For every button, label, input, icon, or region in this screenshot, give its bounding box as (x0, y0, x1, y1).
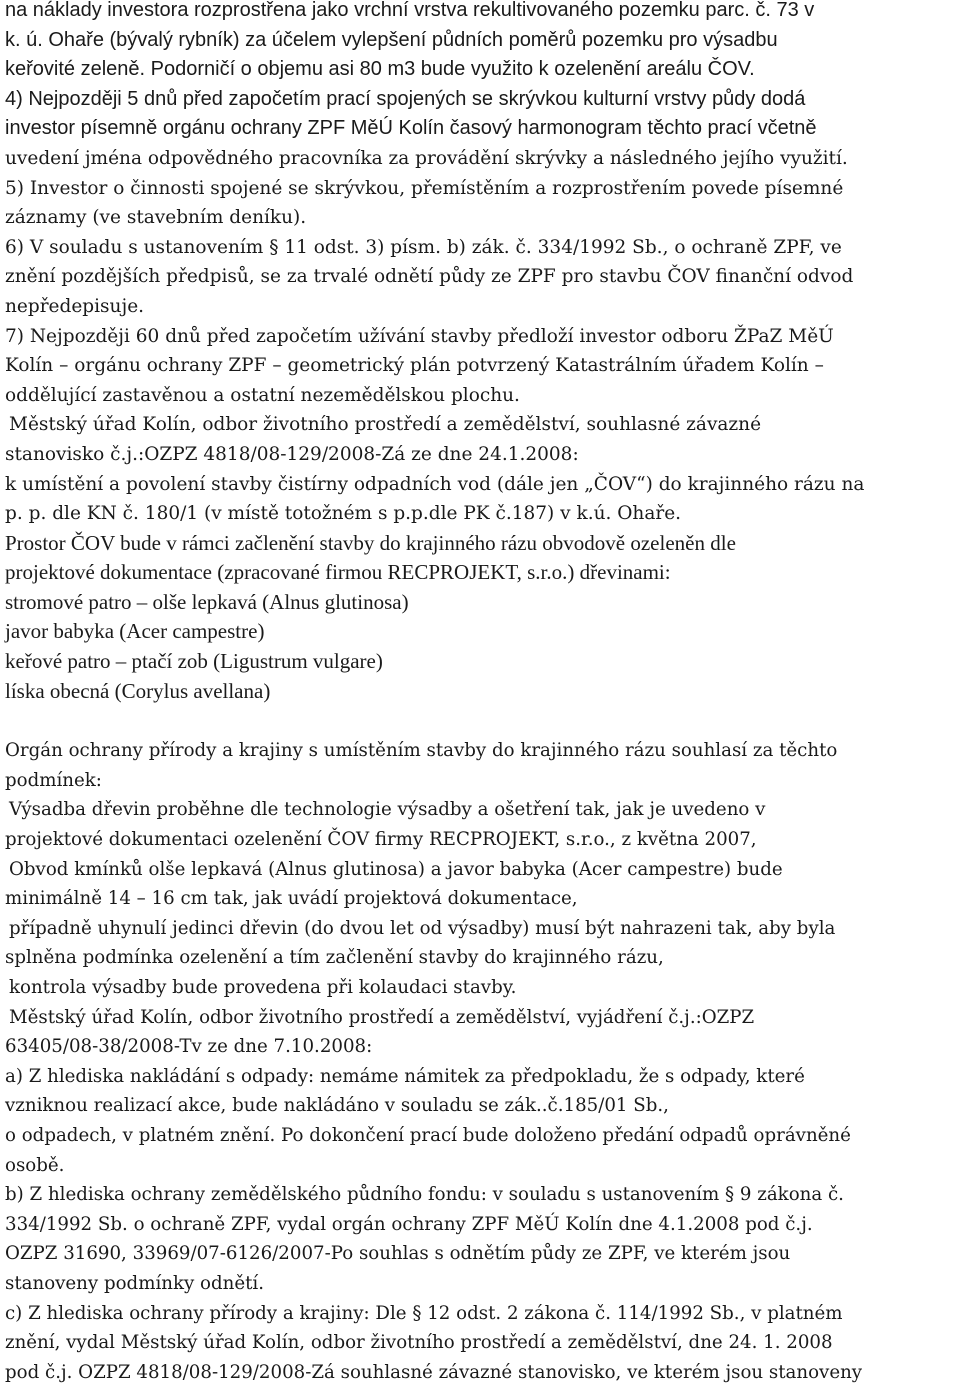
text-line: oddělující zastavěnou a ostatní nezemědělskou plochu. (5, 384, 520, 406)
text-segment: kontrola výsadby bude provedena při kolaudaci stavby. (9, 977, 517, 998)
text-line: Prostor ČOV bude v rámci začlenění stavby do krajinného rázu obvodově ozeleněn dle (5, 530, 736, 555)
text-line: c) Z hlediska ochrany přírody a krajiny: Dle § 12 odst. 2 zákona č. 114/1992 Sb., v platném (5, 1302, 843, 1324)
text-line: podmínek: (5, 769, 102, 791)
text-line: stanovisko č.j.:OZPZ 4818/08-129/2008-Zá ze dne 24.1.2008: (5, 443, 579, 465)
text-line: a) Z hlediska nakládání s odpady: nemáme námitek za předpokladu, že s odpady, které (5, 1065, 805, 1087)
text-line: uvedení jména odpovědného pracovníka za provádění skrývky a následného jejího využití. (5, 147, 848, 169)
text-line: znění pozdějších předpisů, se za trvalé odnětí půdy ze ZPF pro stavbu ČOV finanční odvod (5, 266, 854, 288)
text-line: projektové dokumentaci ozelenění ČOV firmy RECPROJEKT, s.r.o., z května 2007, (5, 829, 757, 851)
text-line: Kolín – orgánu ochrany ZPF – geometrický plán potvrzený Katastrálním úřadem Kolín – (5, 355, 824, 377)
text-segment: Obvod kmínků olše lepkavá (Alnus glutinosa) a javor babyka (Acer campestre) bude (9, 858, 783, 880)
text-line: stromové patro – olše lepkavá (Alnus glutinosa) (5, 589, 409, 614)
text-line: znění, vydal Městský úřad Kolín, odbor životního prostředí a zemědělství, dne 24. 1. 2008 (5, 1332, 833, 1354)
text-line: k umístění a povolení stavby čistírny odpadních vod (dále jen „ČOV“) do krajinného rázu na (5, 473, 865, 495)
text-line (5, 795, 955, 825)
text-line: na náklady investora rozprostřena jako vrchní vrstva rekultivovaného pozemku parc. č. 73 v (5, 0, 815, 21)
text-line (5, 233, 955, 263)
text-line (5, 973, 955, 1003)
text-segment: Městský úřad Kolín, odbor životního prostředí a zemědělství, vyjádření č.j.:OZPZ (9, 1006, 755, 1028)
text-line: p. p. dle KN č. 180/1 (v místě totožném s p.p.dle PK č.187) v k.ú. Ohaře. (5, 503, 682, 525)
text-line: osobě. (5, 1154, 65, 1176)
text-line (5, 1003, 955, 1033)
text-line: k. ú. Ohaře (bývalý rybník) za účelem vylepšení půdních poměrů pozemku pro výsadbu (5, 28, 778, 51)
text-line (5, 914, 955, 944)
text-line (5, 855, 955, 885)
paragraph-gap (5, 706, 955, 736)
text-line: pod č.j. OZPZ 4818/08-129/2008-Zá souhlasné závazné stanovisko, ve kterém jsou stanoveny (5, 1361, 863, 1383)
text-line: o odpadech, v platném znění. Po dokončení prací bude doloženo předání odpadů oprávněné (5, 1124, 851, 1146)
text-line: projektové dokumentace (zpracované firmou RECPROJEKT, s.r.o.) dřevinami: (5, 560, 671, 585)
text-line (5, 410, 955, 440)
text-line: Orgán ochrany přírody a krajiny s umístěním stavby do krajinného rázu souhlasí za těchto (5, 740, 838, 762)
text-line: 334/1992 Sb. o ochraně ZPF, vydal orgán ochrany ZPF MěÚ Kolín dne 4.1.2008 pod č.j. (5, 1213, 813, 1235)
text-line: záznamy (ve stavebním deníku). (5, 207, 307, 229)
text-segment: , o ochraně ZPF, ve (662, 236, 842, 258)
text-line: 4) Nejpozději 5 dnů před započetím prací spojených se skrývkou kulturní vrstvy půdy dodá (5, 87, 806, 110)
text-line: investor písemně orgánu ochrany ZPF MěÚ Kolín časový harmonogram těchto prací včetně (5, 117, 817, 140)
text-line: 63405/08-38/2008-Tv ze dne 7.10.2008: (5, 1036, 373, 1058)
text-line: líska obecná (Corylus avellana) (5, 678, 271, 703)
text-line: 7) Nejpozději 60 dnů před započetím užívání stavby předloží investor odboru ŽPaZ MěÚ (5, 325, 834, 347)
text-line: keřové patro – ptačí zob (Ligustrum vulgare) (5, 649, 383, 674)
text-line: b) Z hlediska ochrany zemědělského půdního fondu: v souladu s ustanovením § 9 zákona č. (5, 1184, 844, 1206)
document-page (5, 0, 955, 1387)
text-segment: 6) V souladu s ustanovením § 11 odst. 3) písm. b) zák. č. 334/1992 Sb. (5, 236, 663, 258)
text-line: splněna podmínka ozelenění a tím začlenění stavby do krajinného rázu, (5, 947, 664, 969)
text-segment: Výsadba dřevin proběhne dle technologie výsadby a ošetření tak, jak je uvedeno v (9, 799, 766, 821)
text-line: nepředepisuje. (5, 295, 145, 317)
text-line: keřovité zeleně. Podorničí o objemu asi 80 m3 bude využito k ozelenění areálu ČOV. (5, 58, 755, 81)
text-segment: Městský úřad Kolín, odbor životního prostředí a zemědělství, souhlasné závazné (9, 414, 762, 436)
text-segment: případně uhynulí jedinci dřevin (do dvou let od výsadby) musí být nahrazeni tak, aby byla (9, 917, 836, 939)
text-line: stanoveny podmínky odnětí. (5, 1272, 265, 1294)
text-line: 5) Investor o činnosti spojené se skrývkou, přemístěním a rozprostřením povede písemné (5, 177, 844, 199)
text-line: javor babyka (Acer campestre) (5, 619, 265, 644)
text-line: vzniknou realizací akce, bude nakládáno v souladu se zák..č.185/01 Sb., (5, 1095, 669, 1117)
text-line: OZPZ 31690, 33969/07-6126/2007-Po souhlas s odnětím půdy ze ZPF, ve kterém jsou (5, 1243, 791, 1265)
text-line: minimálně 14 – 16 cm tak, jak uvádí projektová dokumentace, (5, 888, 578, 910)
